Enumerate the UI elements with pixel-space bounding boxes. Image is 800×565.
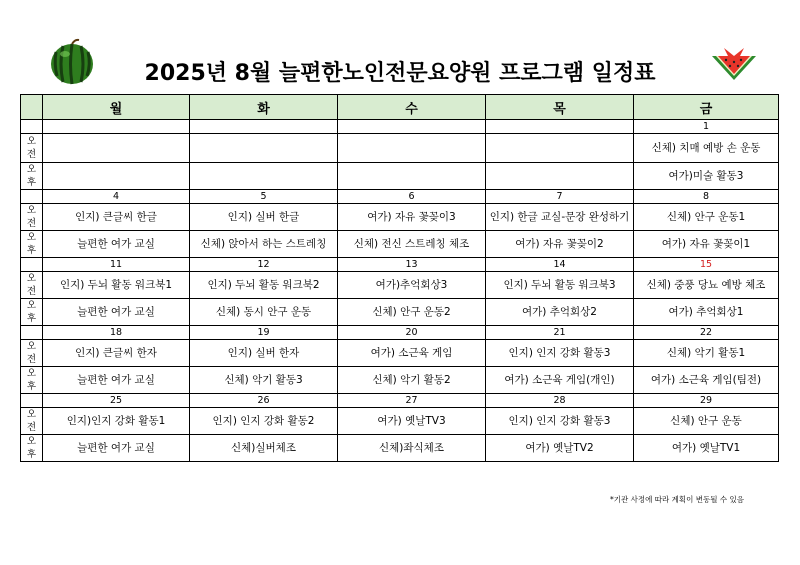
morning-row [21,408,779,435]
period-char: 후 [26,381,37,392]
afternoon-label [21,367,43,394]
program-cell: 늘편한 여가 교실 [43,367,190,394]
program-cell: 늘편한 여가 교실 [43,231,190,258]
period-char: 전 [26,218,37,229]
afternoon-label [21,299,43,326]
date-cell: 19 [190,326,338,340]
period-char: 오 [26,368,37,379]
schedule-table [20,94,779,462]
period-char: 후 [26,449,37,460]
program-cell: 인지) 두뇌 활동 워크북3 [486,272,634,299]
date-cell: 18 [43,326,190,340]
date-row [21,120,779,134]
side-blank [21,190,43,204]
date-cell [190,120,338,134]
title-area [0,36,800,86]
period-char: 후 [26,177,37,188]
period-char: 전 [26,354,37,365]
program-cell: 신체) 안구 운동 [634,408,779,435]
period-char: 오 [26,232,37,243]
date-cell: 6 [338,190,486,204]
program-cell: 신체) 안구 운동2 [338,299,486,326]
date-cell: 26 [190,394,338,408]
afternoon-row [21,163,779,190]
program-cell: 인지) 인지 강화 활동3 [486,340,634,367]
program-cell [338,163,486,190]
date-cell: 12 [190,258,338,272]
day-header: 월 [43,95,190,120]
program-cell: 여가) 자유 꽃꽂이3 [338,204,486,231]
program-cell: 인지) 실버 한자 [190,340,338,367]
program-cell: 인지) 두뇌 활동 워크북1 [43,272,190,299]
program-cell: 여가) 자유 꽃꽂이1 [634,231,779,258]
date-cell: 14 [486,258,634,272]
program-cell: 인지) 한글 교실-문장 완성하기 [486,204,634,231]
date-cell: 7 [486,190,634,204]
program-cell: 여가) 소근육 게임(팀전) [634,367,779,394]
program-cell: 인지) 두뇌 활동 워크북2 [190,272,338,299]
program-cell: 여가)미술 활동3 [634,163,779,190]
program-cell: 여가) 소근육 게임(개인) [486,367,634,394]
period-char: 오 [26,409,37,420]
program-cell: 신체) 악기 활동1 [634,340,779,367]
date-cell [338,120,486,134]
program-cell: 신체) 치매 예방 손 운동 [634,134,779,163]
period-char: 후 [26,313,37,324]
program-cell: 여가) 추억회상1 [634,299,779,326]
program-cell: 인지)인지 강화 활동1 [43,408,190,435]
afternoon-label [21,163,43,190]
period-char: 전 [26,149,37,160]
program-cell: 신체)좌식체조 [338,435,486,462]
program-cell: 인지) 인지 강화 활동3 [486,408,634,435]
day-header-row [21,95,779,120]
day-header: 금 [634,95,779,120]
side-blank [21,258,43,272]
program-cell: 신체) 동시 안구 운동 [190,299,338,326]
date-row [21,326,779,340]
date-cell: 21 [486,326,634,340]
date-cell: 1 [634,120,779,134]
program-cell: 인지) 큰글씨 한자 [43,340,190,367]
morning-row [21,134,779,163]
day-header: 목 [486,95,634,120]
period-char: 오 [26,273,37,284]
program-cell: 신체) 악기 활동2 [338,367,486,394]
morning-row [21,272,779,299]
program-cell: 신체) 악기 활동3 [190,367,338,394]
morning-label [21,272,43,299]
program-cell [338,134,486,163]
afternoon-row [21,231,779,258]
program-cell: 여가) 자유 꽃꽂이2 [486,231,634,258]
program-cell: 인지) 실버 한글 [190,204,338,231]
morning-row [21,204,779,231]
program-cell [486,134,634,163]
afternoon-row [21,299,779,326]
morning-row [21,340,779,367]
side-blank [21,326,43,340]
program-cell [43,163,190,190]
day-header: 수 [338,95,486,120]
program-cell: 신체) 안구 운동1 [634,204,779,231]
program-cell: 여가) 옛날TV2 [486,435,634,462]
period-char: 오 [26,341,37,352]
watermelon-slice-icon [710,46,758,82]
date-cell: 29 [634,394,779,408]
afternoon-row [21,367,779,394]
date-cell: 4 [43,190,190,204]
period-char: 오 [26,136,37,147]
period-char: 오 [26,164,37,175]
date-cell: 20 [338,326,486,340]
period-char: 후 [26,245,37,256]
date-cell: 22 [634,326,779,340]
side-blank [21,394,43,408]
date-cell: 8 [634,190,779,204]
program-cell: 여가) 추억회상2 [486,299,634,326]
program-cell: 신체) 중풍 당뇨 예방 체조 [634,272,779,299]
date-cell: 11 [43,258,190,272]
morning-label [21,408,43,435]
program-cell: 신체)실버체조 [190,435,338,462]
date-row [21,190,779,204]
date-cell: 27 [338,394,486,408]
program-cell: 신체) 전신 스트레칭 체조 [338,231,486,258]
morning-label [21,340,43,367]
program-cell [190,163,338,190]
afternoon-row [21,435,779,462]
side-blank [21,120,43,134]
schedule-note: *기관 사정에 따라 계획이 변동될 수 있음 [610,495,744,504]
date-cell [486,120,634,134]
program-cell [486,163,634,190]
date-cell: 25 [43,394,190,408]
corner-cell [21,95,43,120]
program-cell: 인지) 큰글씨 한글 [43,204,190,231]
program-cell: 여가) 소근육 게임 [338,340,486,367]
afternoon-label [21,435,43,462]
program-cell: 여가)추억회상3 [338,272,486,299]
page-title: 2025년 8월 늘편한노인전문요양원 프로그램 일정표 [144,61,656,86]
period-char: 전 [26,286,37,297]
program-cell: 신체) 앉아서 하는 스트레칭 [190,231,338,258]
program-cell: 늘편한 여가 교실 [43,435,190,462]
morning-label [21,134,43,163]
date-cell: 28 [486,394,634,408]
period-char: 오 [26,300,37,311]
date-cell: 5 [190,190,338,204]
program-cell: 여가) 옛날TV3 [338,408,486,435]
date-row [21,258,779,272]
program-cell [190,134,338,163]
program-cell: 늘편한 여가 교실 [43,299,190,326]
date-cell: 13 [338,258,486,272]
program-cell: 여가) 옛날TV1 [634,435,779,462]
morning-label [21,204,43,231]
afternoon-label [21,231,43,258]
period-char: 오 [26,436,37,447]
date-cell: 15 [634,258,779,272]
period-char: 전 [26,422,37,433]
program-cell: 인지) 인지 강화 활동2 [190,408,338,435]
program-cell [43,134,190,163]
period-char: 오 [26,205,37,216]
day-header: 화 [190,95,338,120]
date-row [21,394,779,408]
date-cell [43,120,190,134]
